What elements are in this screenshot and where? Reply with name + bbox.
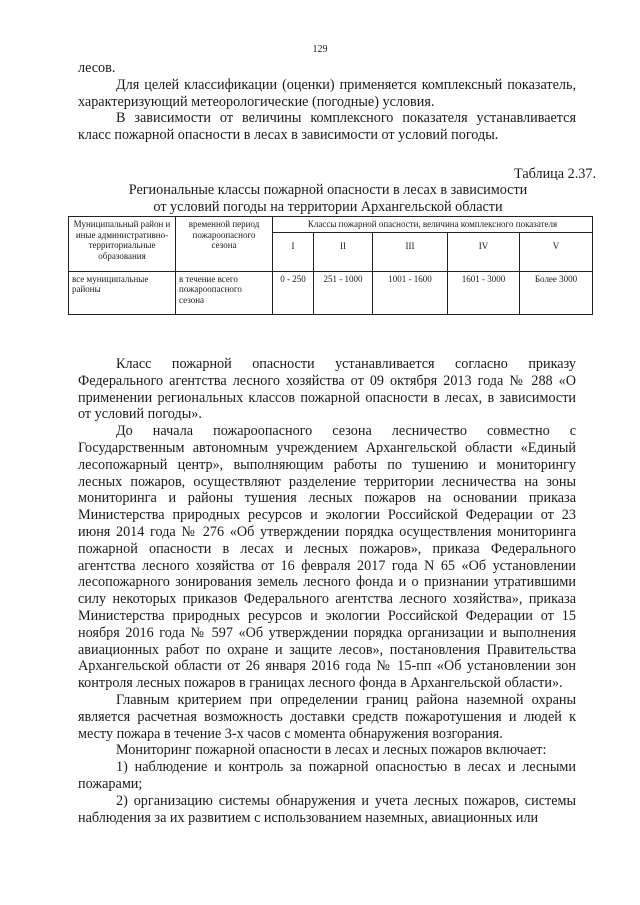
paragraph: 1) наблюдение и контроль за пожарной опасностью в лесах и лесными пожарами; [78, 759, 576, 792]
header-municipal: Муниципальный район и иные административно-территориальные образования [69, 217, 176, 272]
intro-text [78, 60, 576, 144]
paragraph: 2) организацию системы обнаружения и учета лесных пожаров, системы наблюдения за их развитием с использованием наземных, авиационных или [78, 792, 576, 826]
paragraph: В зависимости от величины комплексного показателя устанавливается класс пожарной опасности в лесах в зависимости от условий погоды. [78, 110, 576, 144]
paragraph: Класс пожарной опасности устанавливается согласно приказу Федерального агентства лесного хозяйства от 09 октября 2013 года № 288 «О применении региональных классов пожарной опасности в лесах, в зависимости от условий погоды». [78, 356, 576, 423]
cell-value: Более 3000 [520, 271, 593, 314]
paragraph: Мониторинг пожарной опасности в лесах и лесных пожаров включает: [116, 742, 547, 759]
header-classes: Классы пожарной опасности, величина комплексного показателя [273, 217, 593, 233]
header-period: временной период пожароопасного сезона [176, 217, 273, 272]
table-title-line: от условий погоды на территории Архангельской области [153, 198, 503, 215]
cell-value: 1601 - 3000 [448, 271, 520, 314]
fire-danger-table [68, 216, 593, 315]
table-title-line: Региональные классы пожарной опасности в лесах в зависимости [128, 182, 528, 198]
cell-municipal: все муниципальные районы [69, 271, 176, 314]
paragraph: Главным критерием при определении границ района наземной охраны является расчетная возможность доставки средств пожаротушения и людей к месту пожара в течение 3-х часов с момента обнаружения возгорания. [78, 691, 576, 742]
header-class: IV [448, 232, 520, 271]
paragraph: До начала пожароопасного сезона лесничество совместно с Государственным автономным учреждением Архангельской области «Единый лесопожарный центр», выполняющим работы по тушению и мониторингу лесных пожаров, осуществляют разделение территории лесничества на зоны мониторинга и районы тушения лесных пожаров на основании приказа Министерства природных ресурсов и экологии Российской Федерации от 23 июня 2014 года № 276 «Об утверждении порядка осуществления мониторинга пожарной опасности в лесах и лесных пожаров», приказа Федерального агентства лесного хозяйства от 16 февраля 2017 года N 65 «Об установлении лесопожарного зонирования земель лесного фонда и о признании утратившими силу некоторых приказов Федерального агентства лесного хозяйства», приказа Министерства природных ресурсов и экологии Российской Федерации от 15 ноября 2016 года № 597 «Об утверждении порядка организации и выполнения авиационных работ по охране и защите лесов», постановления Правительства Архангельской области от 26 января 2016 года № 15-пп «Об установлении зон контроля лесных пожаров в границах лесного фонда в Архангельской области». [78, 423, 576, 692]
table-title [78, 182, 578, 215]
page-number: 129 [312, 44, 328, 55]
header-class: I [273, 232, 314, 271]
header-class: III [373, 232, 448, 271]
table-label: Таблица 2.37. [514, 166, 596, 182]
table-row [69, 271, 593, 314]
paragraph: лесов. [78, 60, 116, 76]
cell-period: в течение всего пожароопасного сезона [176, 271, 273, 314]
header-class: V [520, 232, 593, 271]
paragraph: Для целей классификации (оценки) применяется комплексный показатель, характеризующий метеорологические (погодные) условия. [78, 76, 576, 110]
cell-value: 1001 - 1600 [373, 271, 448, 314]
header-class: II [314, 232, 373, 271]
cell-value: 251 - 1000 [314, 271, 373, 314]
body-text [78, 356, 576, 826]
cell-value: 0 - 250 [273, 271, 314, 314]
